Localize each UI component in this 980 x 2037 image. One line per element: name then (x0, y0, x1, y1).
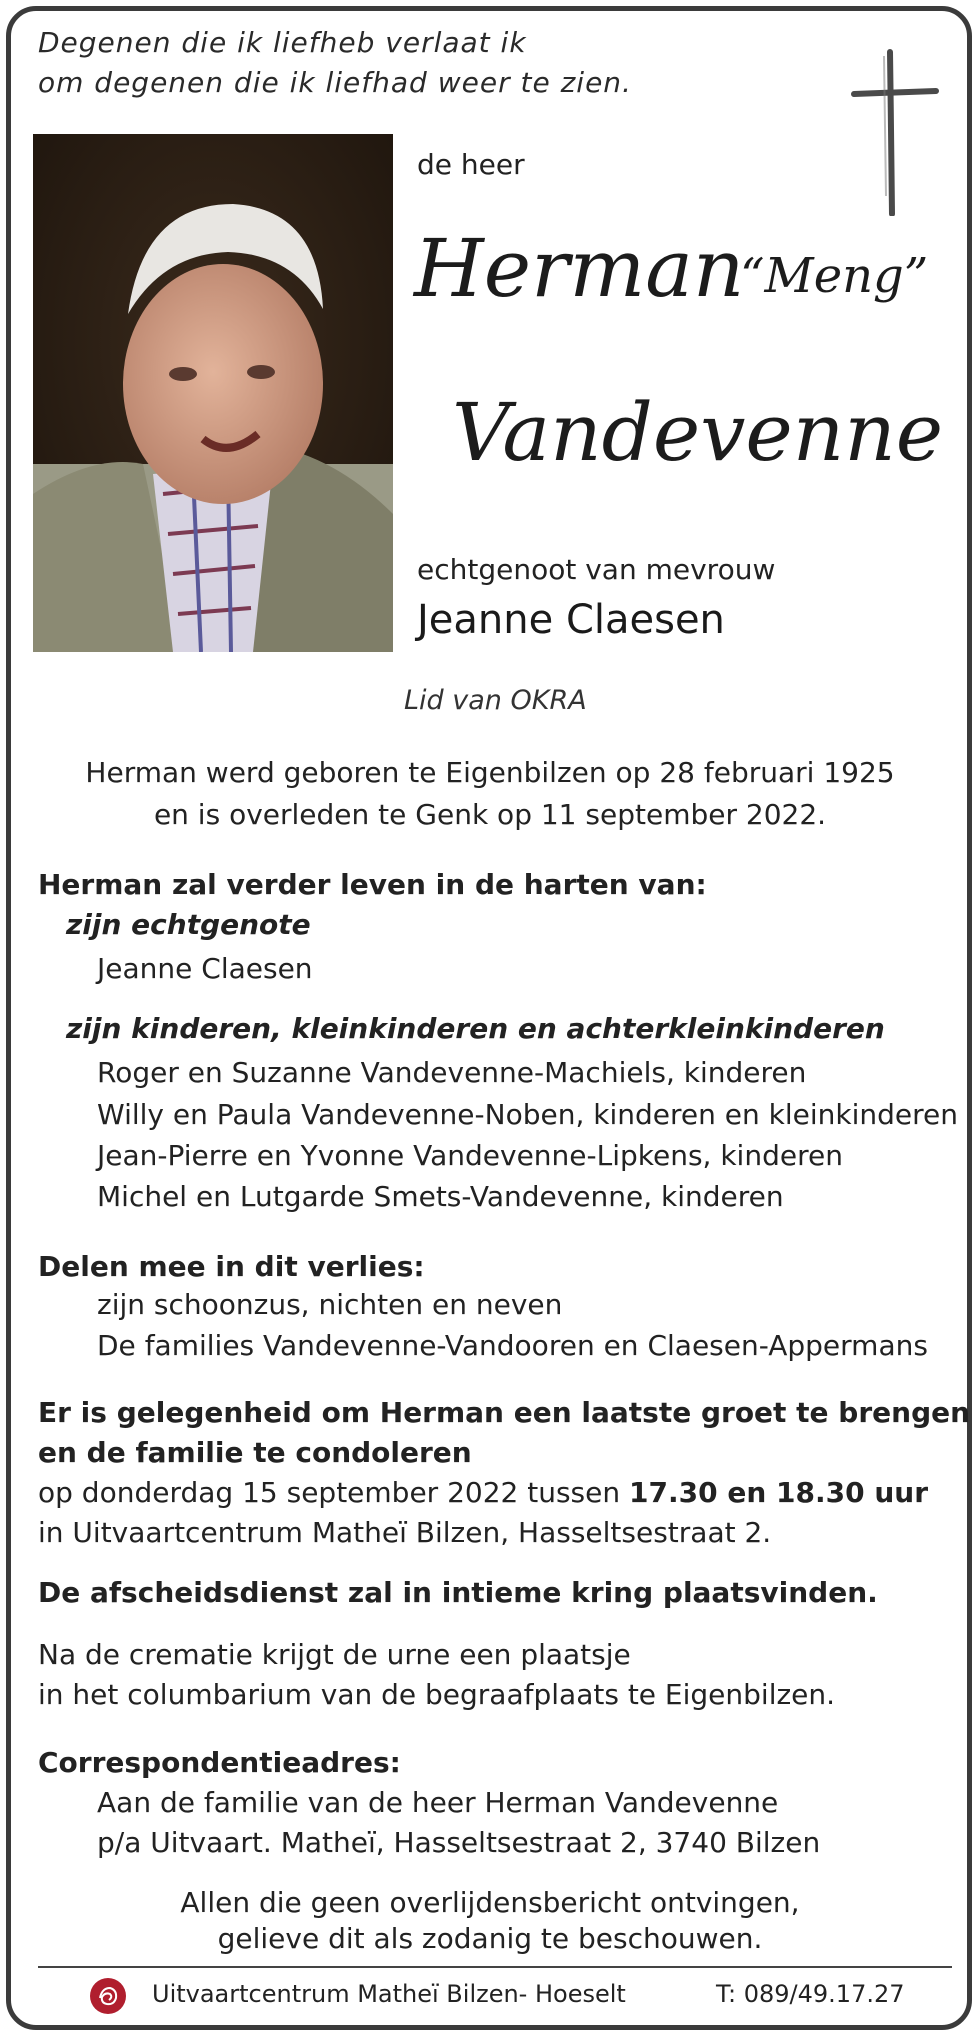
family-heading: Herman zal verder leven in de harten van: (38, 868, 707, 901)
cremation-line-1: Na de crematie krijgt de urne een plaatsje (38, 1638, 631, 1671)
child-entry: Willy en Paula Vandevenne-Noben, kinderen en kleinkinderen (97, 1098, 958, 1131)
motto-line-2: om degenen die ik liefhad weer te zien. (38, 66, 632, 99)
correspondence-line-1: Aan de familie van de heer Herman Vandevenne (97, 1786, 779, 1819)
children-label: zijn kinderen, kleinkinderen en achterkleinkinderen (66, 1012, 885, 1045)
share-entry: De families Vandevenne-Vandooren en Claesen-Appermans (97, 1329, 928, 1362)
membership: Lid van OKRA (404, 685, 587, 716)
share-heading: Delen mee in dit verlies: (38, 1250, 425, 1283)
spouse-label: zijn echtgenote (66, 908, 311, 941)
visitation-date: op donderdag 15 september 2022 tussen (38, 1476, 630, 1509)
cremation-line-2: in het columbarium van de begraafplaats te Eigenbilzen. (38, 1678, 836, 1711)
footer-phone: T: 089/49.17.27 (716, 1980, 905, 2008)
death-line: en is overleden te Genk op 11 september 2022. (153, 798, 827, 831)
notice-line-2: gelieve dit als zodanig te beschouwen. (217, 1922, 763, 1955)
visitation-heading-2: en de familie te condoleren (38, 1436, 472, 1469)
nickname: “Meng” (740, 248, 929, 304)
footer-divider (38, 1966, 952, 1968)
motto-line-1: Degenen die ik liefheb verlaat ik (38, 26, 527, 59)
footer-company: Uitvaartcentrum Matheï Bilzen- Hoeselt (152, 1980, 626, 2008)
service-heading: De afscheidsdienst zal in intieme kring plaatsvinden. (38, 1576, 878, 1609)
rose-logo-icon (88, 1976, 128, 2016)
spouse-name: Jeanne Claesen (417, 597, 725, 643)
first-name: Herman (414, 222, 745, 315)
last-name: Vandevenne (452, 386, 944, 479)
spouse-intro: echtgenoot van mevrouw (417, 553, 776, 586)
title-prefix: de heer (417, 148, 525, 181)
child-entry: Jean-Pierre en Yvonne Vandevenne-Lipkens, kinderen (97, 1139, 843, 1172)
share-entry: zijn schoonzus, nichten en neven (97, 1288, 563, 1321)
visitation-heading-1: Er is gelegenheid om Herman een laatste groet te brengen (38, 1396, 971, 1429)
cross-icon (850, 46, 940, 216)
birth-line: Herman werd geboren te Eigenbilzen op 28 februari 1925 (85, 756, 895, 789)
visitation-location: in Uitvaartcentrum Matheï Bilzen, Hasseltsestraat 2. (38, 1516, 772, 1549)
visitation-time: 17.30 en 18.30 uur (629, 1476, 929, 1509)
child-entry: Roger en Suzanne Vandevenne-Machiels, kinderen (97, 1056, 807, 1089)
spouse-entry: Jeanne Claesen (97, 952, 313, 985)
correspondence-line-2: p/a Uitvaart. Matheï, Hasseltsestraat 2, 3740 Bilzen (97, 1826, 821, 1859)
visitation-when (38, 1476, 928, 1509)
notice-line-1: Allen die geen overlijdensbericht ontvingen, (180, 1886, 800, 1919)
correspondence-heading: Correspondentieadres: (38, 1746, 401, 1779)
portrait-photo (33, 134, 393, 652)
child-entry: Michel en Lutgarde Smets-Vandevenne, kinderen (97, 1180, 784, 1213)
